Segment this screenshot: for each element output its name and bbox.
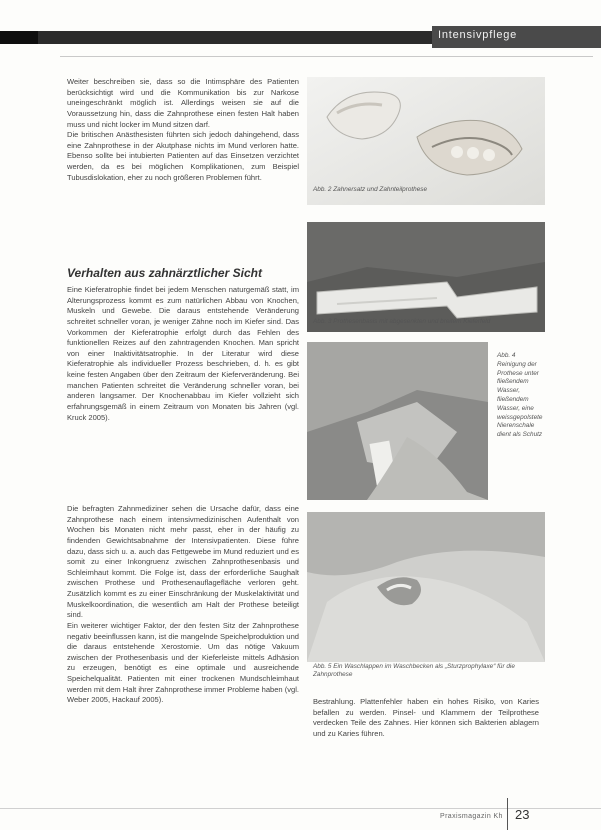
footer-magazine: Praxismagazin Kh [440,813,503,820]
column-right-bottom [313,697,539,740]
section-heading: Verhalten aus zahnärztlicher Sicht [67,266,262,280]
paragraph-3: Eine Kieferatrophie findet bei jedem Menschen naturgemäß statt, im Alterungsprozess kommt es zum natürlichen Abbau von Knochen, Muskeln und Gewebe. Die daraus entstehende Veränderung schreitet schneller voran, je weniger Zähne noch im Kiefer sind. Das Vorkommen der Kieferatrophie erfolgt durch das Fehlen des funktionellen Reizes auf den zahntragenden Knochen. Man spricht von einer Inaktivitätsatrophie. In der Literatur wird diese Kieferatrophie als individueller Prozess beschrieben, d. h. es gibt keine festen Angaben über den Zeitraum der Kieferveränderung. Bei manchen Patienten schreitet die Veränderung schneller voran, bei anderen langsamer. Der Knochenabbau im Kiefer vollzieht sich erfahrungsgemäß in einem Zeitraum von Monaten bis Jahren (vgl. Kruck 2005). [67,285,299,422]
column-left-mid [67,285,299,423]
footer-divider [507,798,508,830]
section-title: Intensivpflege [438,29,518,41]
header-left-block [0,31,38,44]
figure-4-caption: Abb. 4 Reinigung der Prothese unter fließendem Wasser, fließendem Wasser, eine weissgepolstete Nierenschale dient als Schutz [497,352,543,439]
paragraph-1: Weiter beschreiben sie, dass so die Intimsphäre des Patienten berücksichtigt wird und die Kommunikation bis zur Narkose uneingeschränkt möglich ist. Allerdings weisen sie auf die Voraussetzung hin, dass die Zahnprothese einen festen Halt haben muss und nicht locker im Mund sitzen darf. [67,77,299,129]
figure-5-caption: Abb. 5 Ein Waschlappen im Waschbecken als „Sturzprophylaxe“ für die Zahnprothese [313,663,515,679]
figure-2-caption: Abb. 2 Zahnersatz und Zahnteilprothese [313,186,428,193]
header-rule [60,56,593,57]
page-number: 23 [515,807,530,822]
paragraph-right-1: Bestrahlung. Plattenfehler haben ein hohes Risiko, von Karies befallen zu werden. Pinsel- und Klammern der Teilprothese verdecken Teile des Zahnes. Hier können sich Bakterien ablagern und zu Karies führen. [313,697,539,738]
footer-rule [0,808,601,809]
paragraph-5: Ein weiterer wichtiger Faktor, der den festen Sitz der Zahnprothese negativ beeinflussen kann, ist die mangelnde Speichelproduktion und die daraus entstehende Xerostomie. Um das nötige Vakuum zwischen der Prothesenbasis und der Kieferleiste mittels Adhäsion zu erzeugen, benötigt es eine optimale und ausreichende Speichelqualität. Patienten mit einer trockenen Mundschleimhaut werden mit dem Halt ihrer Zahnprothese immer Probleme haben (vgl. Weber 2005, Hackauf 2005). [67,620,299,705]
figure-3-prosthesis-base-photo [307,222,545,332]
figure-5-washcloth-photo [307,512,545,662]
figure-4-cleaning-photo [307,342,488,500]
column-left-bottom [67,504,299,706]
paragraph-4: Die befragten Zahnmediziner sehen die Ursache dafür, dass eine Zahnprothese nach einem intensivmedizinischen Aufenthalt von Wochen bis Monaten nicht mehr passt, eher in der häufig zu findenden Gewichtsabnahme der Intensivpatienten. Diese führe dazu, dass sich u. a. auch das Fettgewebe im Mund reduziert und es somit zu einer Inkongruenz zwischen Zahnprothesenbasis und Schleimhaut kommt. Die Folge ist, dass der erforderliche Saughalt zwischen Prothese und Prothesenauflagefläche verloren geht. Zusätzlich kommt es zu einer Einschränkung der Muskelaktivität und Muskelkoordination, die wesentlich am Halt der Prothese beteiligt sind. [67,504,299,620]
column-left-top [67,77,299,183]
paragraph-2: Die britischen Anästhesisten führten sich jedoch dahingehend, dass eine Zahnprothese in der Akutphase nichts im Mund verloren hatte. Ebenso sollte bei intubierten Patienten auf das Einsetzen verzichtet werden, da es bei möglichen Komplikationen, zum Beispiel Tubusdislokation, eher zu noch größeren Problemen führt. [67,130,299,182]
figure-3-caption: Abb. 3 Prothesenbasis mit abgesenkten und breitem Kieferfeld [313,318,491,325]
